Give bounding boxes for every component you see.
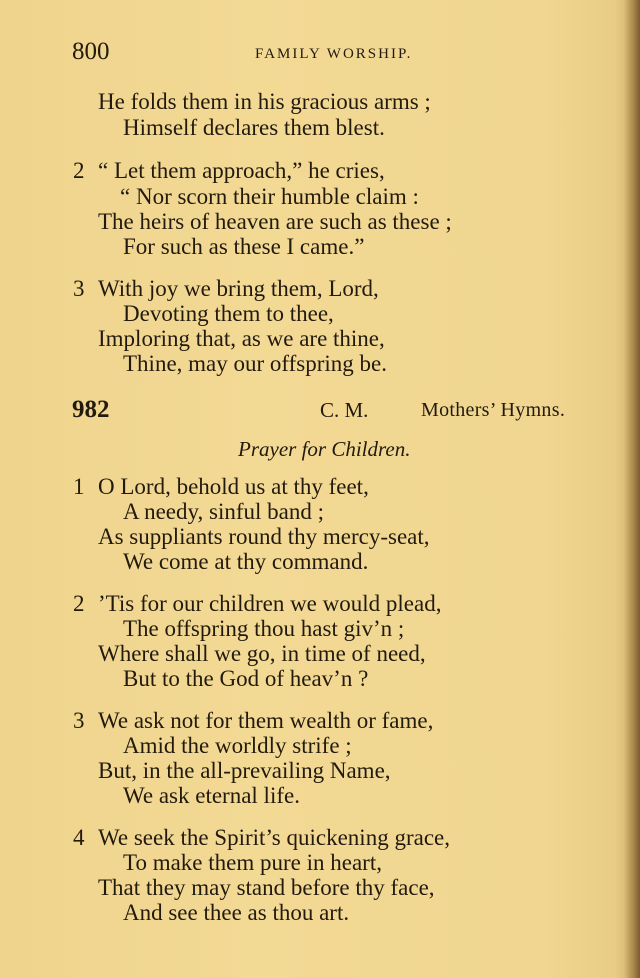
hymn-section: Mothers’ Hymns.: [421, 399, 566, 421]
verse-line: To make them pure in heart,: [123, 850, 382, 875]
hymn-meter: C. M.: [320, 398, 369, 422]
page-gutter-shadow: [624, 0, 640, 978]
verse-line: As suppliants round thy mercy-seat,: [98, 524, 430, 549]
verse-line: We seek the Spirit’s quickening grace,: [98, 825, 450, 850]
verse-line: Thine, may our offspring be.: [123, 351, 388, 376]
verse-line: Imploring that, as we are thine,: [98, 326, 385, 351]
verse-number: 1: [73, 474, 85, 499]
verse-line: That they may stand before thy face,: [98, 875, 435, 900]
page-number: 800: [72, 38, 110, 65]
page-header: [0, 38, 640, 68]
verse-line: “ Let them approach,” he cries,: [98, 158, 385, 183]
verse-line: We ask not for them wealth or fame,: [98, 708, 434, 733]
running-head: FAMILY WORSHIP.: [255, 46, 413, 62]
verse-line: Devoting them to thee,: [123, 301, 334, 326]
verse-line: For such as these I came.”: [123, 234, 365, 259]
verse-line: O Lord, behold us at thy feet,: [98, 474, 369, 499]
verse-line: A needy, sinful band ;: [123, 499, 325, 524]
hymn-title: Prayer for Children.: [238, 437, 411, 461]
verse-line: With joy we bring them, Lord,: [98, 276, 379, 301]
verse-line: Amid the worldly strife ;: [123, 733, 352, 758]
verse-number: 3: [73, 276, 85, 301]
hymn-number: 982: [72, 396, 110, 423]
verse-line: Where shall we go, in time of need,: [98, 641, 426, 666]
verse-line: We ask eternal life.: [123, 783, 300, 808]
verse-line: He folds them in his gracious arms ;: [98, 89, 431, 114]
verse-number: 2: [73, 591, 85, 616]
verse-line: The heirs of heaven are such as these ;: [98, 209, 452, 234]
verse-number: 2: [73, 158, 85, 183]
verse-line: ’Tis for our children we would plead,: [98, 591, 442, 616]
verse-line: Himself declares them blest.: [123, 115, 385, 140]
verse-line: And see thee as thou art.: [123, 900, 350, 925]
verse-line: The offspring thou hast giv’n ;: [123, 616, 405, 641]
verse-number: 4: [73, 825, 85, 850]
verse-line: We come at thy command.: [123, 549, 369, 574]
verse-number: 3: [73, 708, 85, 733]
verse-line: “ Nor scorn their humble claim :: [120, 184, 419, 209]
verse-line: But to the God of heav’n ?: [123, 666, 369, 691]
verse-line: But, in the all-prevailing Name,: [98, 758, 391, 783]
